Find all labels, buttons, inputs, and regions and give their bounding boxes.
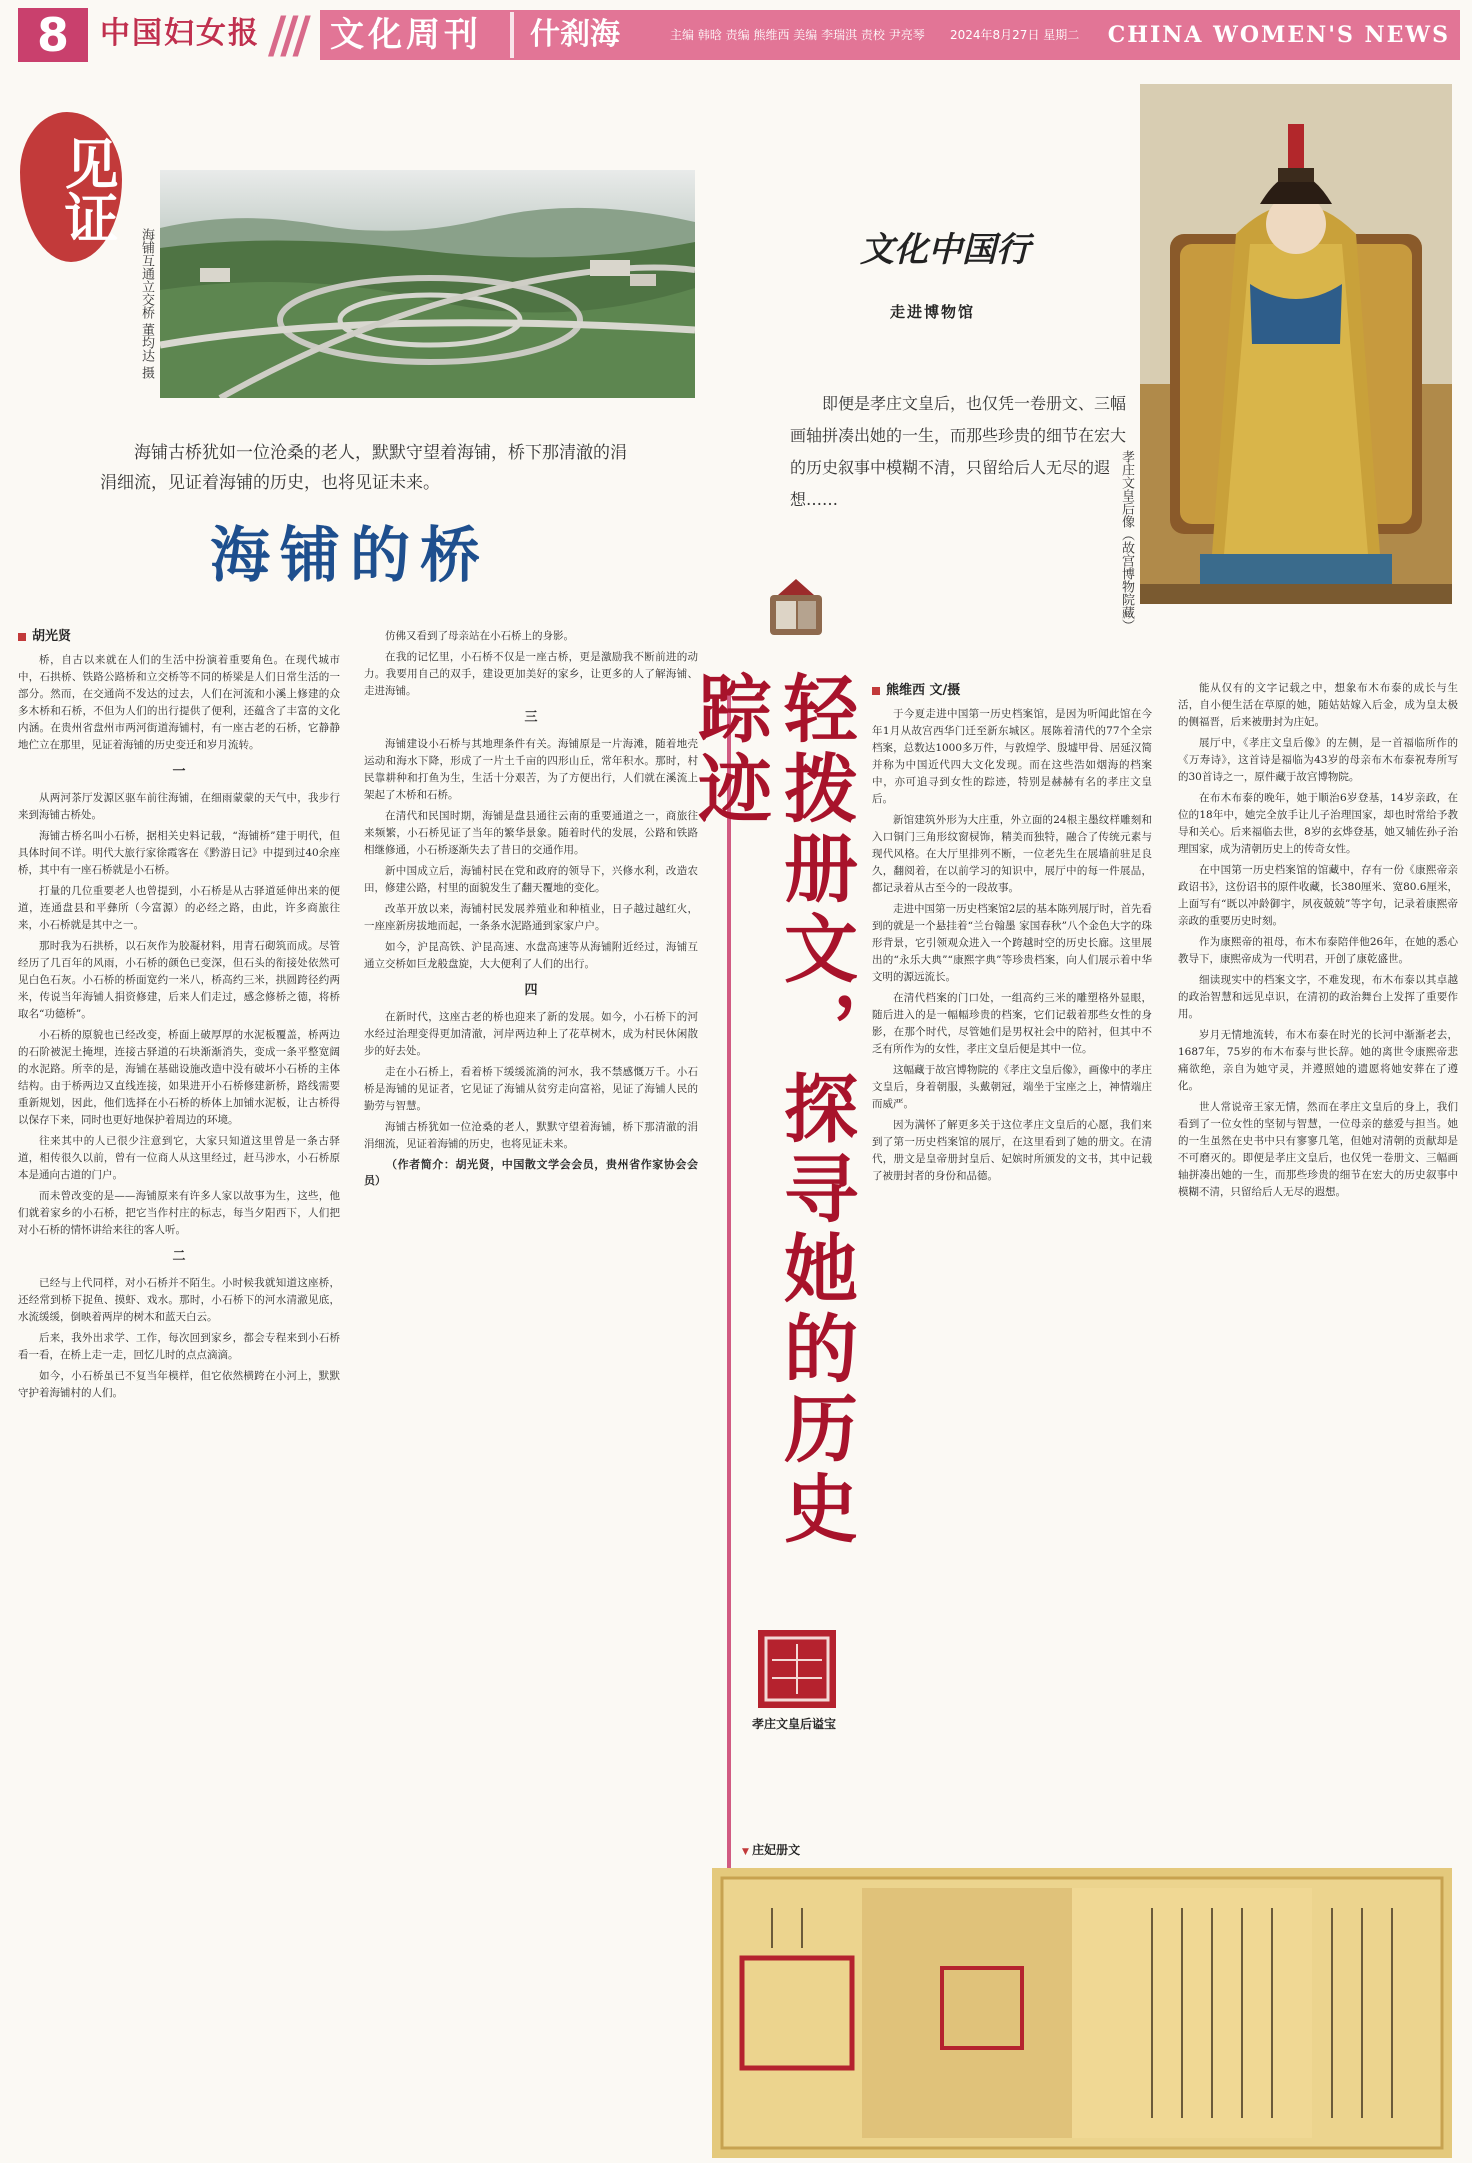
right-lead: 即便是孝庄文皇后，也仅凭一卷册文、三幅画轴拼凑出她的一生，而那些珍贵的细节在宏大的历史叙事中模糊不清，只留给后人无尽的遐想…… — [790, 394, 1127, 509]
paragraph: 在清代和民国时期，海铺是盘县通往云南的重要通道之一，商旅往来频繁，小石桥见证了当年的繁华景象。随着时代的发展，公路和铁路相继修通，小石桥逐渐失去了昔日的交通作用。 — [364, 810, 698, 856]
series-subtitle: 走进博物馆 — [890, 303, 976, 321]
paragraph: 在我的记忆里，小石桥不仅是一座古桥，更是激励我不断前进的动力。我要用自己的双手，建设更加美好的家乡，让更多的人了解海铺、走进海铺。 — [364, 651, 698, 697]
museum-illustration — [764, 575, 828, 641]
paragraph: 海铺建设小石桥与其地理条件有关。海铺原是一片海滩，随着地壳运动和海水下降，形成了一片土千亩的四形山丘，常年积水。那时，村民靠耕种和打鱼为生，生活十分艰苦，为了方便出行，人们就在溪流上架起了木桥和石桥。 — [364, 738, 698, 801]
masthead-divider — [510, 12, 514, 58]
museum-icon — [764, 575, 828, 641]
page-number: 8 — [18, 8, 88, 62]
paragraph: 在清代档案的门口处，一组高约三米的雕塑格外显眼，随后进入的是一幅幅珍贵的档案，它们记载着那些女性的身影，在那个时代，尽管她们是男权社会中的陪衬，但其中不乏有所作为的女性，孝庄文皇后便是其中一位。 — [872, 992, 1152, 1055]
paragraph: 细读现实中的档案文字，不难发现，布木布泰以其卓越的政治智慧和远见卓识，在清初的政治舞台上发挥了重要作用。 — [1178, 974, 1458, 1020]
paragraph: 往来其中的人已很少注意到它，大家只知道这里曾是一条古驿道，相传很久以前，曾有一位商人从这里经过，赶马涉水，小石桥原本是通向古道的门户。 — [18, 1135, 340, 1181]
paragraph: 岁月无情地流转，布木布泰在时光的长河中渐渐老去，1687年，75岁的布木布泰与世长辞。她的离世令康熙帝悲痛欲绝，亲自为她守灵，并遵照她的遗愿将她安葬在了遵化。 — [1178, 1029, 1458, 1092]
right-byline: 熊维西 文/摄 — [872, 682, 960, 700]
paragraph: 如今，沪昆高铁、沪昆高速、水盘高速等从海铺附近经过，海铺互通立交桥如巨龙般盘旋，大大便利了人们的出行。 — [364, 941, 698, 970]
empress-portrait-illustration — [1140, 84, 1452, 604]
column-title: 什刹海 — [530, 17, 620, 52]
paragraph: 小石桥的原貌也已经改变，桥面上破厚厚的水泥板覆盖，桥两边的石阶被泥土掩埋，连接古驿道的石块渐渐消失，变成一条平整宽阔的水泥路。所幸的是，海铺在基础设施改造中没有破坏小石桥的主体结构。由于桥两边又直线连接，如果进开小石桥修建新桥，路线需要重新规划，因此，他们选择在小石桥的桥体上加铺水泥板，让古桥得以保存下来，同时也更好地保护着周边的环境。 — [18, 1029, 340, 1126]
concubine-edict-photo — [712, 1868, 1452, 2158]
section-marker: 一 — [172, 764, 186, 779]
series-title: 文化中国行 — [860, 230, 1030, 270]
left-headline: 海铺的桥 — [210, 521, 490, 591]
paragraph: 在中国第一历史档案馆的馆藏中，存有一份《康熙帝亲政诏书》，这份诏书的原件收藏，长380厘米、宽80.6厘米，上面写有“既以冲龄御宇，夙夜兢兢”等字句，记录着康熙帝亲政的重要历史时刻。 — [1178, 864, 1458, 927]
bridge-photo-caption: 海铺互通立交桥 董均达 摄 — [139, 228, 154, 380]
left-column-2 — [364, 628, 698, 2153]
paragraph: 改革开放以来，海铺村民发展养殖业和种植业，日子越过越红火，一座座新房拔地而起，一条条水泥路通到家家户户。 — [364, 903, 698, 932]
paragraph: 新馆建筑外形为大庄重，外立面的24根主墨纹样雕刻和入口铜门三角形纹窗棂饰，精美而独特，融合了传统元素与现代风格。在大厅里排列不断，一位老先生在展墙前驻足良久，翻阅着，在以前学习的知识中，展厅中的每一件展品，都记录着从古至今的一段故事。 — [872, 814, 1152, 894]
paragraph: 后来，我外出求学、工作，每次回到家乡，都会专程来到小石桥看一看，在桥上走一走，回忆儿时的点点滴滴。 — [18, 1332, 340, 1361]
section-title: 文化周刊 — [330, 15, 482, 55]
paragraph: 如今，小石桥虽已不复当年模样，但它依然横跨在小河上，默默守护着海铺村的人们。 — [18, 1370, 340, 1399]
paragraph: 能从仅有的文字记载之中，想象布木布泰的成长与生活，自小便生活在草原的她，随姑姑嫁入后金，成为皇太极的侧福晋，后来被册封为庄妃。 — [1178, 682, 1458, 728]
paragraph: 作为康熙帝的祖母，布木布泰陪伴他26年，在她的悉心教导下，康熙帝成为一代明君，开创了康乾盛世。 — [1178, 936, 1458, 965]
posthumous-seal-photo — [758, 1630, 836, 1708]
paper-english-name: CHINA WOMEN'S NEWS — [1107, 22, 1450, 48]
left-byline: 胡光贤 — [18, 628, 71, 646]
paragraph: 世人常说帝王家无情，然而在孝庄文皇后的身上，我们看到了一位女性的坚韧与智慧，一位母亲的慈爱与担当。她的一生虽然在史书中只有寥寥几笔，但她对清朝的贡献却是不可磨灭的。即便是孝庄文皇后，也仅凭一卷册文、三幅画轴拼凑出她的一生，而那些珍贵的细节在宏大的历史叙事中模糊不清，只留给后人无尽的遐想。 — [1178, 1101, 1458, 1198]
empress-portrait — [1140, 84, 1452, 604]
seal-illustration — [758, 1630, 836, 1708]
feature-divider — [727, 690, 731, 1950]
paragraph: 在新时代，这座古老的桥也迎来了新的发展。如今，小石桥下的河水经过治理变得更加清澈，河岸两边种上了花草树木，成为村民休闲散步的好去处。 — [364, 1011, 698, 1057]
paragraph: 在布木布泰的晚年，她于顺治6岁登基，14岁亲政，在位的18年中，她完全放手让儿子治理国家，却也时常给予教导和关心。后来福临去世，8岁的玄烨登基，她又辅佐孙子治理国家，成为清朝历史上的传奇女性。 — [1178, 792, 1458, 855]
issue-date: 2024年8月27日 星期二 — [950, 28, 1080, 42]
right-headline: 轻拨册文，探寻她的历史踪迹 — [686, 670, 858, 1550]
editor-credits: 主编 韩晗 责编 熊维西 美编 李瑞淇 责校 尹亮琴 — [670, 28, 925, 42]
paragraph: 那时我为石拱桥，以石灰作为胶凝材料，用青石砌筑而成。尽管经历了几百年的风雨，小石桥的颜色已变深，但石头的衔接处依然可见白色石灰。小石桥的桥面宽约一米八，桥高约三米，拱圆跨径约两米，传说当年海铺人捐资修建，后来人们走过，感念修桥之德，将桥取名“功德桥”。 — [18, 940, 340, 1020]
portrait-caption: 孝庄文皇后像（故宫博物院藏） — [1119, 450, 1134, 632]
paragraph: 打量的几位重要老人也曾提到，小石桥是从古驿道延伸出来的便道，连通盘县和平彝所（今富源）的必经之路，由此，许多商旅往来，小石桥就是其中之一。 — [18, 885, 340, 931]
paragraph: 而未曾改变的是——海铺原来有许多人家以故事为生，这些，他们就着家乡的小石桥，把它当作村庄的标志，每当夕阳西下，人们把对小石桥的情怀讲给来往的客人听。 — [18, 1190, 340, 1236]
paragraph: 展厅中，《孝庄文皇后像》的左侧，是一首福临所作的《万寿诗》，这首诗是福临为43岁的母亲布木布泰祝寿所写的30首诗之一，原件藏于故宫博物院。 — [1178, 737, 1458, 783]
right-column-1 — [872, 706, 1152, 1856]
paragraph: 仿佛又看到了母亲站在小石桥上的身影。 — [385, 630, 574, 642]
seal-caption: 孝庄文皇后谥宝 — [752, 1717, 837, 1731]
paragraph: 走进中国第一历史档案馆2层的基本陈列展厅时，首先看到的就是一个悬挂着“兰台翰墨 家国春秋”八个金色大字的珠形背景，它引领观众进入一个跨越时空的历史长廊。这里展出的“永乐大典”“康熙字典”等珍贵档案，向人们展示着中华文明的源远流长。 — [872, 903, 1152, 983]
left-lead: 海铺古桥犹如一位沧桑的老人，默默守望着海铺，桥下那清澈的涓涓细流，见证着海铺的历史，也将见证未来。 — [100, 443, 627, 493]
paragraph: 已经与上代同样，对小石桥并不陌生。小时候我就知道这座桥，还经常到桥下捉鱼、摸虾、戏水。那时，小石桥下的河水清澈见底，水流缓缓，倒映着两岸的树木和蓝天白云。 — [18, 1277, 340, 1323]
masthead — [0, 0, 1472, 70]
paragraph: 走在小石桥上，看着桥下缓缓流淌的河水，我不禁感慨万千。小石桥是海铺的见证者，它见证了海铺从贫穷走向富裕，见证了海铺人民的勤劳与智慧。 — [364, 1066, 698, 1112]
paragraph: 桥，自古以来就在人们的生活中扮演着重要角色。在现代城市中，石拱桥、铁路公路桥和立交桥等不同的桥梁是人们日常生活的一部分。然而，在交通尚不发达的过去，人们在河流和小溪上修建的众多木桥和石桥，不但为人们的出行提供了便利，还蕴含了丰富的文化内涵。在贵州省盘州市两河街道海铺村，有一座古老的石桥，它静静地伫立在那里，见证着海铺的历史变迁和岁月流转。 — [18, 654, 340, 751]
paragraph: 新中国成立后，海铺村民在党和政府的领导下，兴修水利，改造农田，修建公路，村里的面貌发生了翻天覆地的变化。 — [364, 865, 698, 894]
author-credit: （作者简介：胡光贤，中国散文学会会员，贵州省作家协会会员） — [364, 1158, 698, 1187]
paper-name: 中国妇女报 — [100, 16, 260, 51]
interchange-photo — [160, 170, 695, 398]
section-marker: 二 — [172, 1249, 186, 1264]
masthead-slash-decoration: /// — [268, 6, 305, 64]
interchange-photo-illustration — [160, 170, 695, 398]
document-caption: ▼ 庄妃册文 — [742, 1842, 800, 1860]
section-marker: 三 — [524, 710, 538, 725]
paragraph: 这幅藏于故宫博物院的《孝庄文皇后像》，画像中的孝庄文皇后，身着朝服，头戴朝冠，端坐于宝座之上，神情端庄而威严。 — [872, 1064, 1152, 1110]
witness-seal: 见证 — [20, 112, 122, 262]
paragraph: 因为满怀了解更多关于这位孝庄文皇后的心愿，我们来到了第一历史档案馆的展厅，在这里看到了她的册文。在清代，册文是皇帝册封皇后、妃嫔时所颁发的文书，其中记载了被册封者的身份和品德。 — [872, 1119, 1152, 1182]
paragraph: 于今夏走进中国第一历史档案馆，是因为听闻此馆在今年1月从故宫西华门迁至新东城区。展陈着清代的77个全宗档案，总数达1000多万件，与敦煌学、殷墟甲骨、居延汉简并称为中国近代四大文化发现。而在这些浩如烟海的档案中，亦可追寻到女性的踪迹，特别是赫赫有名的孝庄文皇后。 — [872, 708, 1152, 805]
paragraph: 海铺古桥名叫小石桥，据相关史料记载，“海铺桥”建于明代，但具体时间不详。明代大旅行家徐霞客在《黔游日记》中提到过40余座桥，其中有一座石桥就是小石桥。 — [18, 830, 340, 876]
edict-illustration — [712, 1868, 1452, 2158]
paragraph: 从两河茶厅发源区驱车前往海铺，在细雨蒙蒙的天气中，我步行来到海铺古桥处。 — [18, 792, 340, 821]
paragraph: 海铺古桥犹如一位沧桑的老人，默默守望着海铺，桥下那清澈的涓涓细流，见证着海铺的历史，也将见证未来。 — [364, 1121, 698, 1150]
left-column-1 — [18, 652, 340, 2152]
section-marker: 四 — [524, 983, 538, 998]
